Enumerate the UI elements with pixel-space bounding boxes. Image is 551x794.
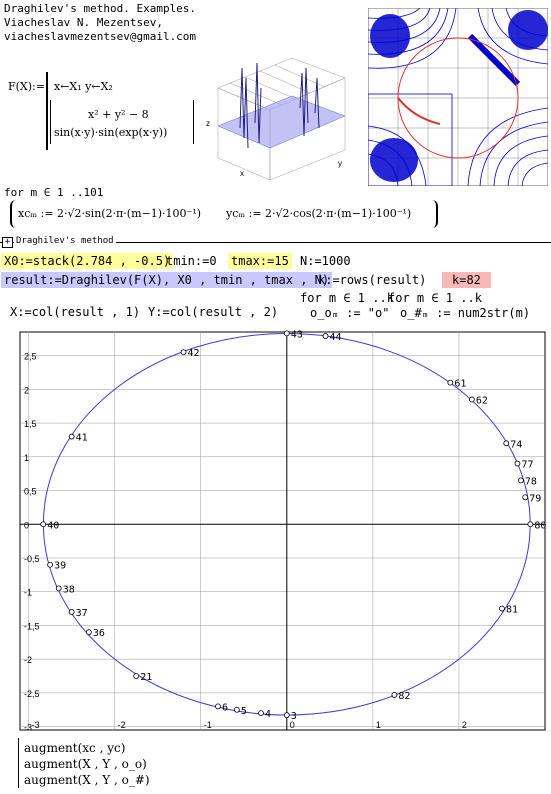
tmax-definition[interactable]: tmax:=15 <box>228 253 292 269</box>
point-marker <box>499 606 504 611</box>
point-label: 44 <box>329 332 342 344</box>
x0-definition[interactable]: X0:=stack(2.784 , -0.5) <box>1 253 173 269</box>
contour-plot[interactable] <box>368 8 548 186</box>
augment-row-1: augment(xc , yc) <box>24 741 126 755</box>
point-marker <box>69 609 74 614</box>
point-label: 5 <box>240 705 247 717</box>
main-plot[interactable] <box>0 320 551 738</box>
tmin-definition[interactable]: tmin:=0 <box>166 254 217 268</box>
function-row-assign: x←X₁ y←X₂ <box>54 80 113 93</box>
svg-text:z: z <box>206 119 210 128</box>
y-tick-label: -3 <box>24 722 33 733</box>
augment-row-2: augment(X , Y , o_o) <box>24 757 147 771</box>
point-label: 21 <box>140 672 153 684</box>
point-marker <box>56 586 61 591</box>
augment-bracket <box>18 738 21 788</box>
point-marker <box>518 478 523 483</box>
y-tick-label: 1,5 <box>24 419 37 430</box>
point-label: 74 <box>510 439 523 451</box>
point-label: 62 <box>475 395 488 407</box>
result-expression[interactable]: result:=Draghilev(F(X), X0 , tmin , tmax , N) <box>1 272 332 288</box>
point-marker <box>528 522 533 527</box>
point-marker <box>469 397 474 402</box>
point-label: 6 <box>221 702 228 714</box>
x-tick-label: -2 <box>117 720 126 730</box>
x-col-definition[interactable]: X:=col(result , 1) <box>10 305 141 319</box>
point-label: 61 <box>454 378 467 390</box>
function-label: F(X):= <box>8 80 45 93</box>
y-tick-label: -1,5 <box>24 621 40 632</box>
header-title: Draghilev's method. Examples. <box>4 2 197 15</box>
point-label: 42 <box>187 348 200 360</box>
y-tick-label: -1 <box>24 587 33 598</box>
point-label: 43 <box>290 329 303 341</box>
point-label: 78 <box>524 476 537 488</box>
point-marker <box>284 331 289 336</box>
point-label: 36 <box>92 628 105 640</box>
augment-row-3: augment(X , Y , o_#) <box>24 773 150 787</box>
y-col-definition[interactable]: Y:=col(result , 2) <box>148 305 279 319</box>
point-marker <box>86 630 91 635</box>
n-definition[interactable]: N:=1000 <box>300 254 351 268</box>
point-label: 79 <box>529 493 542 505</box>
x-tick-label: 2 <box>461 720 467 730</box>
x-tick-label: -1 <box>203 720 212 730</box>
svg-text:y: y <box>338 159 342 168</box>
point-label: 37 <box>75 607 88 619</box>
point-label: 4 <box>264 709 272 721</box>
o-o-definition[interactable]: o_oₘ := "o" <box>310 306 390 320</box>
for-loop-2: for m ∈ 1 ..k <box>388 291 482 305</box>
header-block <box>4 2 196 44</box>
point-marker <box>523 495 528 500</box>
point-marker <box>234 707 239 712</box>
x-tick-label: 1 <box>375 720 381 730</box>
y-tick-label: 2,5 <box>24 351 37 362</box>
k-value-result: k=82 <box>442 272 491 288</box>
point-marker <box>215 704 220 709</box>
point-label: 82 <box>398 690 411 702</box>
y-tick-label: -0,5 <box>24 553 40 564</box>
expand-icon[interactable]: + <box>2 237 13 248</box>
header-author: Viacheslav N. Mezentsev, <box>4 16 163 29</box>
header-email: viacheslavmezentsev@gmail.com <box>4 30 197 43</box>
point-marker <box>181 350 186 355</box>
point-marker <box>284 713 289 718</box>
function-row-eq1: x² + y² − 8 <box>88 108 149 121</box>
augment-list <box>24 740 150 788</box>
point-marker <box>515 461 520 466</box>
y-tick-label: -2,5 <box>24 688 40 699</box>
point-label: 77 <box>521 459 534 471</box>
for-loop-1: for m ∈ 1 ..k <box>300 291 394 305</box>
x-tick-label: 0 <box>289 720 295 730</box>
xc-formula: xcₘ := 2·√2·sin(2·π·(m−1)·100⁻¹) <box>18 207 202 220</box>
point-marker <box>448 380 453 385</box>
point-label: 40 <box>47 520 60 532</box>
svg-text:x: x <box>240 169 244 178</box>
point-marker <box>504 441 509 446</box>
plot-frame <box>20 332 545 730</box>
point-label: 80 <box>534 520 547 532</box>
y-tick-label: 1 <box>24 452 30 463</box>
point-label: 3 <box>290 711 297 723</box>
point-label: 39 <box>54 560 67 572</box>
y-tick-label: 2 <box>24 385 30 396</box>
y-tick-label: 0,5 <box>24 486 37 497</box>
point-label: 38 <box>62 584 75 596</box>
surface-3d-plot[interactable] <box>200 48 350 188</box>
yc-formula: ycₘ := 2·√2·cos(2·π·(m−1)·100⁻¹) <box>226 207 412 220</box>
point-marker <box>48 562 53 567</box>
function-row-eq2: sin(x·y)·sin(exp(x·y)) <box>54 126 168 139</box>
k-rows-definition[interactable]: k:=rows(result) <box>318 273 427 287</box>
point-marker <box>392 692 397 697</box>
point-marker <box>41 522 46 527</box>
loop-header: for m ∈ 1 ..101 <box>4 186 104 199</box>
point-marker <box>134 674 139 679</box>
point-label: 81 <box>505 604 519 616</box>
o-num-definition[interactable]: o_#ₘ := num2str(m) <box>400 306 531 320</box>
point-marker <box>323 334 328 339</box>
point-label: 41 <box>75 432 88 444</box>
point-marker <box>69 434 74 439</box>
x-tick-label: -3 <box>31 720 40 730</box>
point-marker <box>258 711 263 716</box>
section-title: Draghilev's method <box>16 236 114 246</box>
y-tick-label: 0 <box>24 520 30 531</box>
y-tick-label: -2 <box>24 655 33 666</box>
